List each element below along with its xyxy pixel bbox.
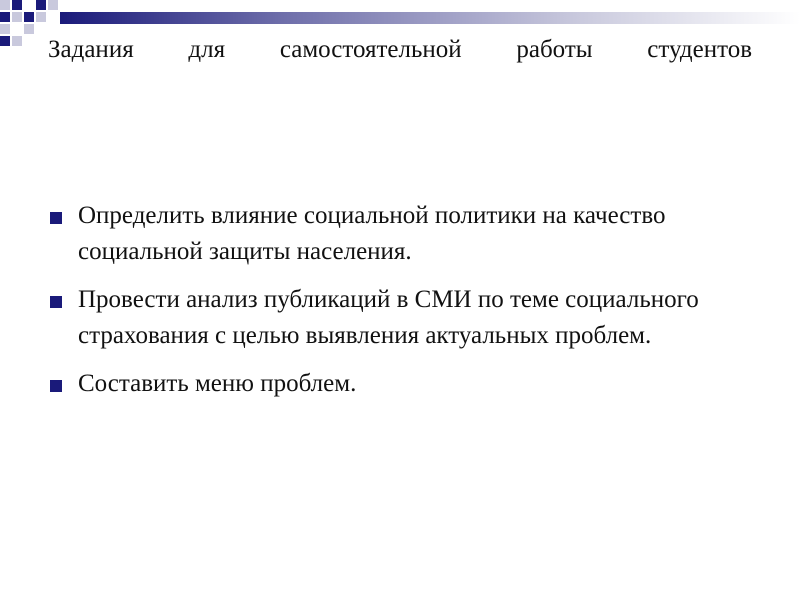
list-item [48,366,728,402]
deco-square [24,24,34,34]
slide-title: Задания для самостоятельной работы студентов [48,36,752,63]
list-item [48,282,728,354]
deco-square [0,12,10,22]
square-bullet-icon [50,296,62,308]
deco-square [12,24,22,34]
square-bullet-icon [50,380,62,392]
deco-square [36,0,46,10]
deco-square [0,24,10,34]
deco-square [12,36,22,46]
bullet-text: Составить меню проблем. [78,370,357,397]
square-bullet-icon [50,212,62,224]
bullet-text: Определить влияние социальной политики на качество социальной защиты населения. [78,202,666,265]
header-gradient-bar [60,12,800,24]
deco-square [24,0,34,10]
deco-square [12,0,22,10]
deco-square [12,12,22,22]
deco-square [36,12,46,22]
bullet-list [48,198,728,414]
deco-square [48,0,58,10]
deco-square [0,36,10,46]
deco-square [24,12,34,22]
list-item [48,198,728,270]
bullet-text: Провести анализ публикаций в СМИ по теме социального страхования с целью выявления актуальных проблем. [78,286,699,349]
deco-square [0,0,10,10]
